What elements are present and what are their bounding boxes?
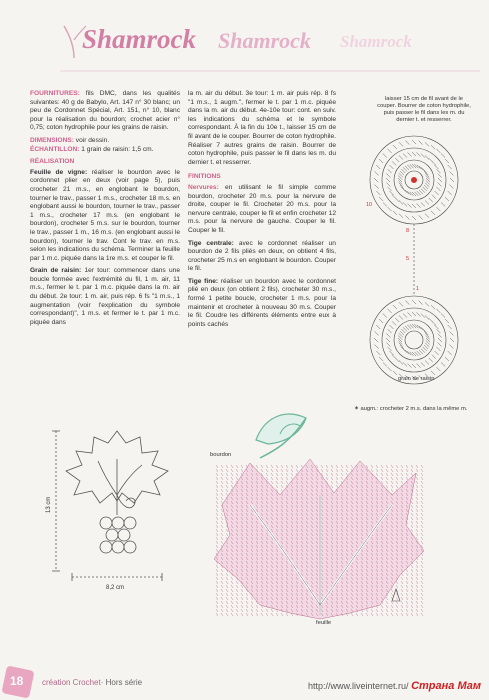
feuille-text: réaliser le bourdon avec le cordonnet plier en deux (voir page 5), puis crocheter 21 m.s., en englobant le bourdon, tourner le trav., passer 1 m.s., crocheter 18 m.s. en englobant aussi le bourdon, tourner le trav., passer 1 m.s., crocheter 17 m.s. (en englobant le bourdon), crocheter 5 m.s. sur le bourdon, tourner le trav., passer 1 m., 16 m.s. (en englobant aussi le bourdon), tourner le trav. Cont le trav. en m.s. selon les indications du schéma. Terminer la feuille par 1 m.c. piquée dans la 1re m.s. et couper le fil. [30, 168, 180, 262]
leaf-stitch-chart [210, 455, 430, 620]
fournitures-label: FOURNITURES: [30, 90, 80, 97]
round-number-10: 10 [366, 202, 373, 208]
page-number: 18 [10, 674, 24, 688]
page-header [0, 18, 489, 68]
magazine-sub: · Hors série [100, 678, 143, 687]
echantillon-text: 1 grain de raisin: 1,5 cm. [79, 145, 154, 153]
start-marker-icon [411, 177, 417, 183]
nervures-label: Nervures: [188, 183, 219, 191]
dimensions-text: voir dessin. [73, 136, 110, 144]
grape-bead-diagram [362, 128, 472, 398]
bourdon-label: bourdon [210, 452, 232, 458]
width-dimension-label: 8,2 cm [106, 585, 125, 591]
round-number-1: 1 [416, 286, 420, 292]
feuille-chart-label: feuille [316, 620, 332, 626]
page-title-echo-1: Shamrock [218, 28, 311, 53]
tige-centrale-text: avec le cordonnet réaliser un bourdon de 2 fils pliés en deux, on obtient 4 fils, crocheter 25 m.s en englobant le bourdon. Couper le fil. [188, 239, 336, 273]
tige-centrale-paragraph [188, 240, 336, 274]
page-title-echo-2: Shamrock [340, 32, 412, 51]
fournitures-paragraph [30, 90, 180, 133]
left-text-column [30, 90, 180, 331]
leaf-outline-diagram [42, 425, 192, 595]
dimensions-label: DIMENSIONS: [30, 136, 74, 144]
round-number-5: 5 [406, 256, 410, 262]
grain-paragraph [30, 267, 180, 327]
watermark-url: http://www.liveinternet.ru/ [308, 681, 409, 691]
feuille-paragraph [30, 169, 180, 264]
magazine-name [42, 678, 142, 687]
realisation-heading: RÉALISATION [30, 158, 75, 166]
tige-fine-paragraph [188, 278, 336, 330]
middle-text-column [188, 90, 336, 333]
round-number-8: 8 [406, 228, 410, 234]
magazine-title: création Crochet [42, 678, 101, 687]
nervures-text: en utilisant le fil simple comme bourdon, crocheter 20 m.s. pour la nervure de droite, couper le fil. Crocheter 20 m.s. pour la nervure centrale, couper le fil et enfin crocheter 12 m.s. pour la nervure de gauche. Couper le fil. Couper le fil. [188, 183, 336, 234]
grain-diagram-label: grain de raisin [398, 376, 435, 382]
height-dimension-label: 13 cm [46, 496, 52, 513]
grain-label: Grain de raisin: [30, 267, 82, 275]
watermark-brand: Страна Мам [411, 680, 481, 692]
tige-centrale-label: Tige centrale: [188, 239, 234, 247]
feuille-label: Feuille de vigne: [30, 168, 88, 176]
echantillon-paragraph [30, 146, 180, 155]
echantillon-label: ÉCHANTILLON: [30, 145, 80, 153]
augm-symbol-icon: ✶ [354, 406, 361, 412]
nervures-paragraph [188, 184, 336, 236]
page-footer [0, 668, 489, 700]
fournitures-text: fils DMC, dans les qualités suivantes: 40 g de Babylo, Art. 147 n° 30 blanc; un peu de Cordonnet Spécial, Art. 151, n° 10, blanc pour la réalisation du bourdon; crochet acier n° 0,75; coton hydrophile pour les grains de raisin. [30, 90, 180, 132]
triangle-marker-icon [392, 589, 400, 601]
tige-fine-label: Tige fine: [188, 277, 219, 285]
header-divider [60, 70, 480, 72]
grain-text: 1er tour: commencer dans une boucle formée avec l'extrémité du fil, 1 m. air, 11 m.s., fermer le t. par 1 m.c. piquée dans la m. air du début. 2e tour: 1 m. air, puis rép. 6 fs "1 m.s., 1 augmentation (voir l'explication du symbole correspondant)", 1 m.s. et fermer le t. par 1 m.c. piquée dans [30, 267, 180, 326]
page-title: Shamrock [82, 24, 197, 54]
watermark [308, 680, 481, 692]
augm-legend-text: augm.: crocheter 2 m.s. dans la même m. [360, 406, 468, 412]
right-top-note: laisser 15 cm de fil avant de le couper. Bourrer de coton hydrophile, puis passer le fil dans les m. du dernier t. et resserrer. [377, 96, 471, 123]
finitions-heading: FINITIONS [188, 173, 221, 181]
mid-top-paragraph: la m. air du début. 3e tour: 1 m. air puis rép. 8 fs "1 m.s., 1 augm.", fermer le t. par 1 m.c. piquée dans la m. air du début. 4e-10e tour: cont. en suiv. les indications du schéma et le symbole correspondant. À la fin du 10e t., laisser 15 cm de fil avant de le couper. Bourrer de coton hydrophile. Réaliser 7 autres grains de raisin. Bourrer de coton hydrophile, puis passer le fil dans les m. du dernier t. et resserrer. [188, 90, 336, 166]
augm-legend [354, 406, 467, 413]
tige-fine-text: réaliser un bourdon avec le cordonnet plié en deux (on obtient 2 fils), crocheter 30 m.s., formé 1 petite boucle, crocheter 1 m.s. pour la maintenir et crocheter à nouveau 30 m.s. Couper le fil. Coudre les différents éléments entre eux à points cachés [188, 277, 336, 328]
dimensions-paragraph [30, 137, 180, 146]
